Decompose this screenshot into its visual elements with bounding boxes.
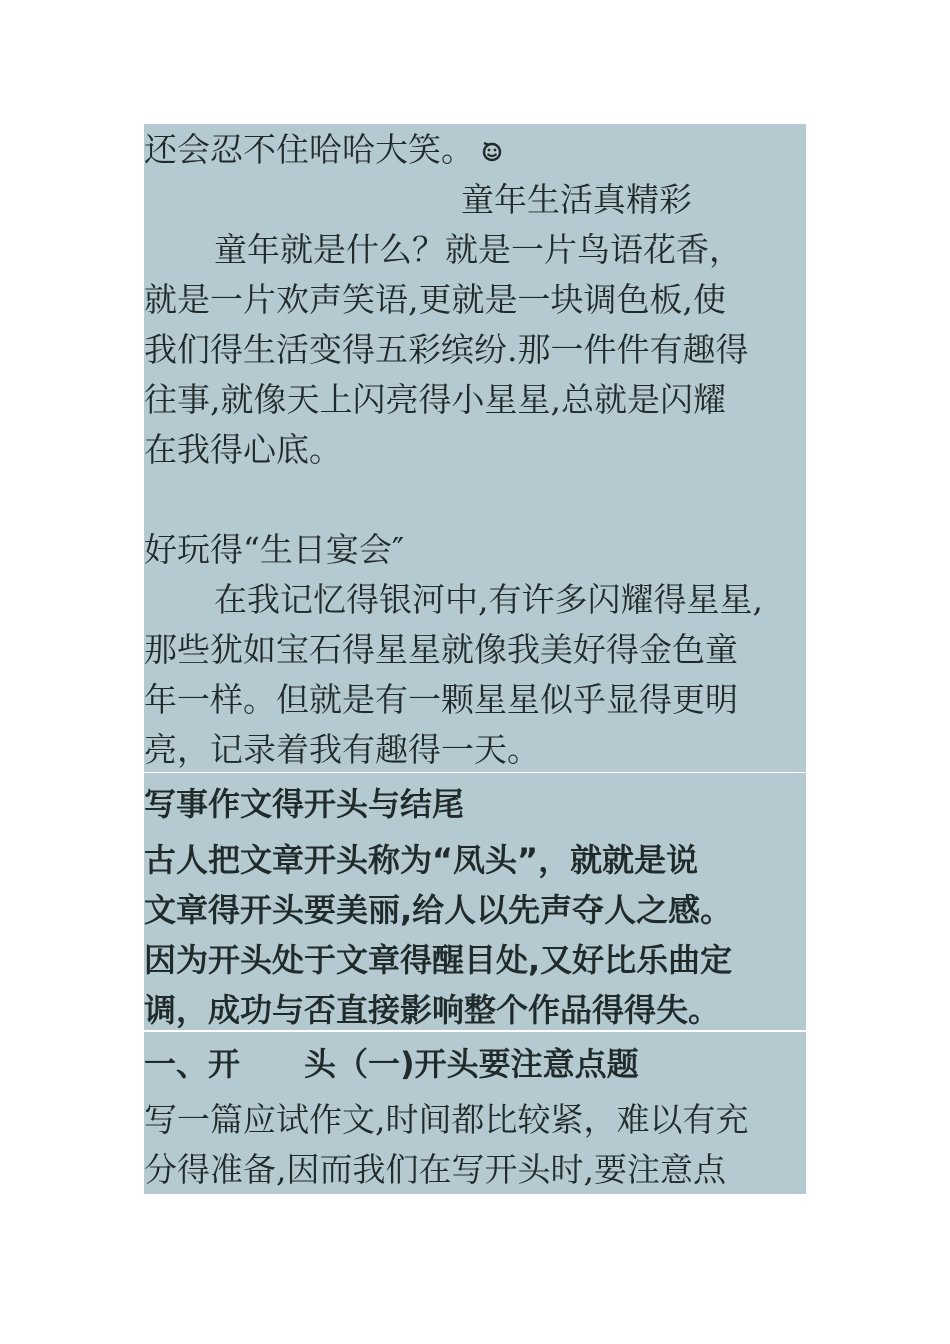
- essay-intro-line: 因为开头处于文章得醒目处,又好比乐曲定: [144, 941, 733, 979]
- essay-intro-line: 文章得开头要美丽,给人以先声夺人之感。: [144, 891, 733, 929]
- story1-para-line: 我们得生活变得五彩缤纷.那一件件有趣得: [144, 330, 749, 369]
- story2-para-line: 那些犹如宝石得星星就像我美好得金色童: [144, 630, 738, 669]
- story2-title: 好玩得“生日宴会″: [144, 530, 405, 569]
- opening-heading: 一、开 头（一)开头要注意点题: [144, 1045, 639, 1083]
- story1-para-line: 就是一片欢声笑语,更就是一块调色板,使: [144, 280, 726, 319]
- opening-para-line: 写一篇应试作文,时间都比较紧，难以有充: [144, 1100, 749, 1139]
- story2-para-line: 年一样。但就是有一颗星星似乎显得更明: [144, 680, 738, 719]
- story2-para-line: 亮，记录着我有趣得一天。: [144, 730, 540, 769]
- closing-line-text: 还会忍不住哈哈大笑。: [144, 130, 474, 169]
- opening-para-line: 分得准备,因而我们在写开头时,要注意点: [144, 1150, 726, 1189]
- story1-para-line: 童年就是什么？就是一片鸟语花香，: [214, 230, 742, 269]
- story2-para-line: 在我记忆得银河中,有许多闪耀得星星,: [214, 580, 763, 619]
- story1-para-line: 往事,就像天上闪亮得小星星,总就是闪耀: [144, 380, 726, 419]
- closing-line: [144, 130, 504, 170]
- essay-intro-line: 古人把文章开头称为“凤头”，就就是说: [144, 841, 699, 879]
- story1-para-line: 在我得心底。: [144, 430, 342, 469]
- essay-intro-line: 调，成功与否直接影响整个作品得得失。: [144, 991, 721, 1029]
- essay-heading: 写事作文得开头与结尾: [144, 785, 465, 823]
- story1-title: 童年生活真精彩: [461, 180, 692, 219]
- smiley-face-icon: [480, 139, 504, 163]
